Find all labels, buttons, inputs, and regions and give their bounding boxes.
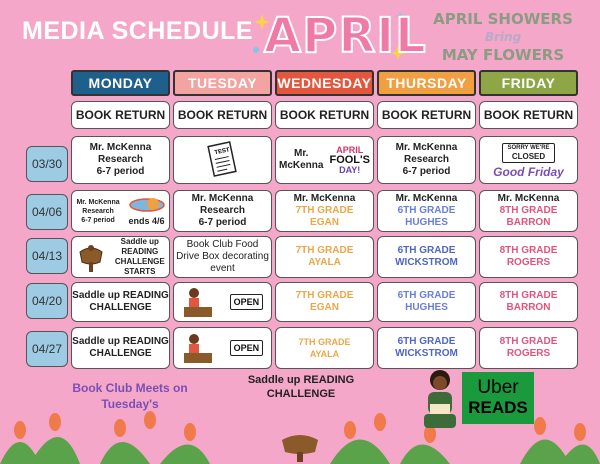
week5-tuesday-cell	[173, 327, 272, 369]
cell-line: ROGERS	[506, 348, 551, 359]
saddle-line: CHALLENGE	[266, 388, 336, 400]
cell-line: event	[210, 263, 235, 274]
week3-wednesday-cell	[275, 236, 374, 278]
test-paper-label: TEST	[213, 147, 230, 157]
cell-line: 7TH GRADE	[298, 337, 351, 347]
good-friday-label: Good Friday	[493, 164, 564, 179]
cell-line: AYALA	[308, 257, 341, 268]
week5-friday-cell	[479, 327, 578, 369]
april-showers-slogan	[428, 10, 578, 64]
saddle-footer-icon	[282, 435, 318, 462]
week2-wednesday-cell	[275, 190, 374, 232]
cell-line: WICKSTROM	[395, 257, 458, 268]
cell-line: McKenna	[279, 160, 324, 171]
badge-line: DAY!	[339, 165, 361, 175]
cell-line: Mr. McKenna	[191, 193, 254, 204]
slogan-line-3: MAY FLOWERS	[441, 46, 565, 64]
cell-line: AYALA	[309, 349, 340, 359]
cell-line: BARRON	[506, 217, 551, 228]
cell-line: 8TH GRADE	[499, 205, 558, 216]
day-header-thursday: THURSDAY	[377, 70, 476, 96]
date-label: 04/13	[26, 238, 68, 274]
cell-line: Research	[199, 205, 246, 216]
saddle-line: Saddle up READING	[247, 374, 355, 386]
april-logo	[250, 6, 427, 64]
book-club-line: Book Club Meets on	[72, 381, 188, 395]
week3-friday-cell	[479, 236, 578, 278]
ends-note: ends 4/6	[128, 216, 165, 226]
closed-sign-icon	[502, 143, 554, 163]
week1-tuesday-cell	[173, 136, 272, 184]
cell-line: 6TH GRADE	[397, 245, 456, 256]
slogan-line-1: APRIL SHOWERS	[433, 10, 573, 28]
week3-tuesday-cell	[173, 236, 272, 278]
week2-friday-cell	[479, 190, 578, 232]
cell-line: Saddle up	[120, 237, 159, 246]
cell-line: 7TH GRADE	[295, 290, 354, 301]
research-logo	[129, 195, 165, 227]
uber-reads-logo	[462, 372, 534, 424]
cell-line: Mr. McKenna	[395, 142, 458, 153]
week5-wednesday-cell	[275, 327, 374, 369]
open-sign-icon: OPEN	[230, 340, 264, 356]
date-label: 04/06	[26, 194, 68, 230]
week1-monday-cell	[71, 136, 170, 184]
cell-line: Mr. McKenna	[89, 142, 152, 153]
cell-line: 6-7 period	[81, 216, 115, 224]
date-label: 04/27	[26, 331, 68, 367]
closed-sign-line: SORRY WE'RE	[507, 144, 550, 151]
page-title: MEDIA SCHEDULE	[22, 17, 254, 45]
cell-line: 8TH GRADE	[499, 336, 558, 347]
cell-line: Research	[97, 154, 144, 165]
saddle-challenge-note	[236, 373, 366, 401]
saddle-icon	[76, 240, 106, 274]
cell-line: HUGHES	[405, 217, 448, 228]
week1-thursday-cell	[377, 136, 476, 184]
week5-monday-cell	[71, 327, 170, 369]
date-label: 04/20	[26, 283, 68, 319]
cell-line: Research	[82, 207, 114, 215]
cell-line: 6-7 period	[402, 166, 451, 177]
reads-word: READS	[468, 398, 528, 417]
cell-line: 7TH GRADE	[295, 205, 354, 216]
april-word: APRIL	[264, 8, 427, 64]
cell-line: Mr. McKenna	[76, 198, 120, 206]
book-return-wednesday: BOOK RETURN	[275, 101, 374, 129]
librarian-icon	[182, 331, 214, 365]
day-header-wednesday: WEDNESDAY	[275, 70, 374, 96]
cell-line: 8TH GRADE	[499, 245, 558, 256]
week2-tuesday-cell	[173, 190, 272, 232]
wed-teacher	[279, 148, 323, 172]
book-return-thursday: BOOK RETURN	[377, 101, 476, 129]
book-return-tuesday: BOOK RETURN	[173, 101, 272, 129]
book-return-friday: BOOK RETURN	[479, 101, 578, 129]
cell-line: STARTS	[124, 267, 156, 276]
cell-line: EGAN	[310, 217, 339, 228]
cell-line: 6TH GRADE	[397, 290, 456, 301]
cell-line: Book Club Food	[186, 239, 259, 250]
week2-monday-cell	[71, 190, 170, 232]
day-header-monday: MONDAY	[71, 70, 170, 96]
cell-line: 6-7 period	[96, 166, 145, 177]
reading-girl-icon	[418, 368, 462, 432]
cell-line: EGAN	[310, 302, 339, 313]
cell-line: ROGERS	[506, 257, 551, 268]
day-header-friday: FRIDAY	[479, 70, 578, 96]
mon-teacher	[76, 198, 119, 225]
cell-line: Mr. McKenna	[497, 193, 560, 204]
research-planet-icon	[129, 195, 165, 215]
week3-thursday-cell	[377, 236, 476, 278]
date-label: 03/30	[26, 146, 68, 182]
mon-text	[115, 237, 165, 277]
cell-line: WICKSTROM	[395, 348, 458, 359]
cell-line: Drive Box decorating	[176, 251, 269, 262]
cell-line: BARRON	[506, 302, 551, 313]
week4-tuesday-cell	[173, 282, 272, 322]
week4-wednesday-cell	[275, 282, 374, 322]
librarian-icon	[182, 285, 214, 319]
book-club-line: Tuesday's	[101, 397, 159, 411]
cell-line: Mr. McKenna	[293, 193, 356, 204]
cell-line: HUGHES	[405, 302, 448, 313]
cell-line: 8TH GRADE	[499, 290, 558, 301]
closed-sign-line: CLOSED	[511, 151, 546, 161]
week1-wednesday-cell	[275, 136, 374, 184]
april-fools-badge	[329, 145, 370, 175]
open-sign-icon: OPEN	[230, 294, 264, 310]
week5-thursday-cell	[377, 327, 476, 369]
badge-line: FOOL'S	[329, 154, 370, 166]
week3-monday-cell	[71, 236, 170, 278]
week1-friday-cell	[479, 136, 578, 184]
week4-thursday-cell	[377, 282, 476, 322]
week2-thursday-cell	[377, 190, 476, 232]
cell-line: 7TH GRADE	[295, 245, 354, 256]
slogan-line-2: Bring	[484, 30, 522, 44]
cell-line: Research	[403, 154, 450, 165]
cell-line: Mr. McKenna	[395, 193, 458, 204]
cell-line: 6TH GRADE	[397, 336, 456, 347]
week4-monday-cell	[71, 282, 170, 322]
cell-line: 6-7 period	[198, 217, 247, 228]
badge-line: APRIL	[336, 145, 364, 155]
cell-line: Saddle up READING	[72, 336, 169, 347]
cell-line: 6TH GRADE	[397, 205, 456, 216]
cell-line: CHALLENGE	[89, 302, 152, 313]
cell-line: CHALLENGE	[89, 348, 152, 359]
cell-line: CHALLENGE	[114, 257, 165, 266]
week4-friday-cell	[479, 282, 578, 322]
day-header-tuesday: TUESDAY	[173, 70, 272, 96]
uber-word: Uber	[477, 377, 519, 398]
cell-line: READING	[121, 247, 159, 256]
cell-line: Saddle up READING	[72, 290, 169, 301]
test-paper-icon	[203, 140, 243, 180]
book-return-monday: BOOK RETURN	[71, 101, 170, 129]
cell-line: Mr.	[294, 148, 309, 159]
